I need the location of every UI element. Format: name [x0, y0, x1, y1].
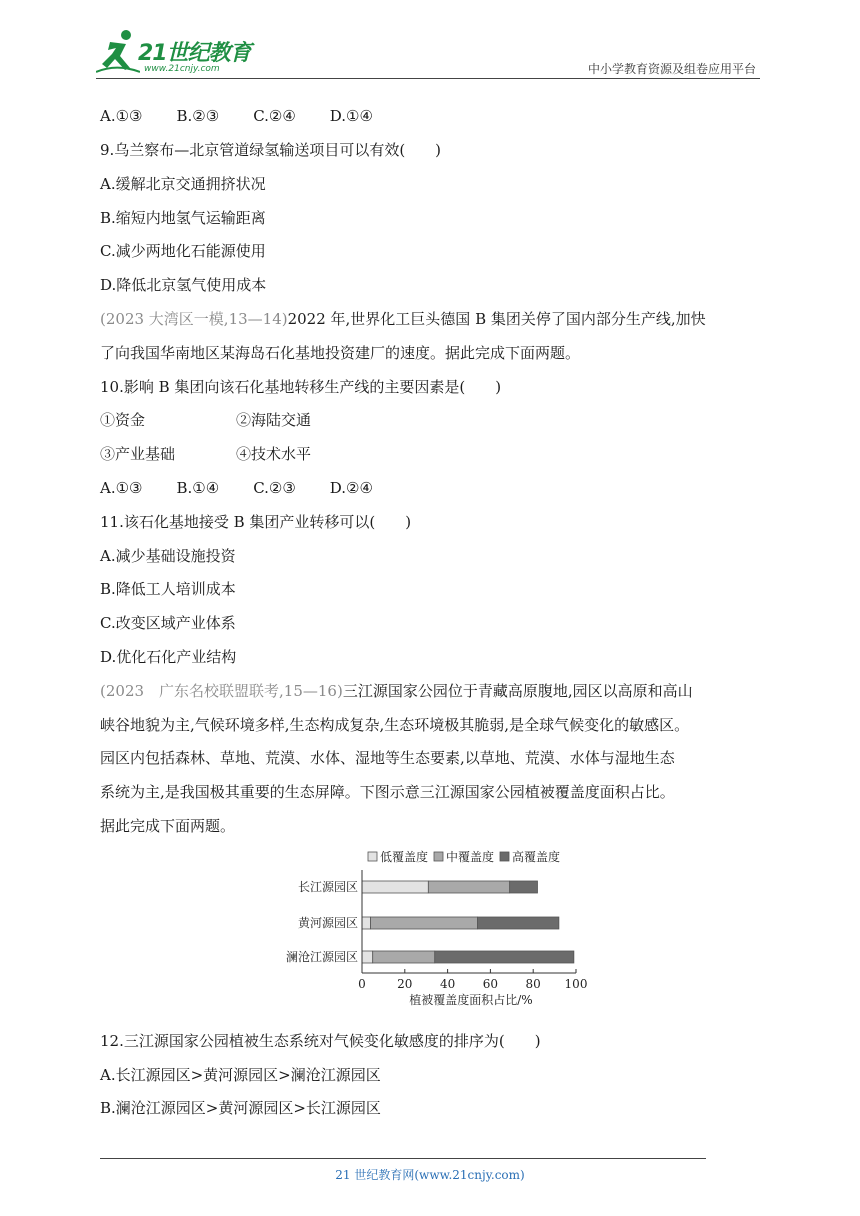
q10-item-1: ①资金 [100, 411, 146, 429]
q10-option-d: D.②④ [329, 479, 373, 497]
q12-option-b: B.澜沧江源园区>黄河源园区>长江源园区 [100, 1099, 381, 1117]
intro1-source: (2023 大湾区一模,13—14) [100, 310, 288, 328]
q10-items-row2 [100, 444, 311, 464]
x-axis-label: 植被覆盖度面积占比/% [409, 993, 533, 1007]
intro2-line3: 园区内包括森林、草地、荒漠、水体、湿地等生态要素,以草地、荒漠、水体与湿地生态 [100, 749, 675, 767]
bar-2-2 [435, 951, 574, 963]
legend-swatch-1 [434, 852, 443, 861]
q11-option-c: C.改变区域产业体系 [100, 614, 236, 632]
q10-item-2: ②海陆交通 [236, 411, 312, 429]
q9-stem: 9.乌兰察布—北京管道绿氢输送项目可以有效( ) [100, 141, 442, 159]
category-label-0: 长江源园区 [297, 880, 358, 894]
q8-option-a: A.①③ [100, 107, 143, 125]
bar-1-1 [371, 917, 478, 929]
intro1-line1 [100, 309, 706, 329]
intro2-line4: 系统为主,是我国极其重要的生态屏障。下图示意三江源国家公园植被覆盖度面积占比。 [100, 783, 675, 801]
q10-option-a: A.①③ [100, 479, 143, 497]
q9-option-b: B.缩短内地氢气运输距离 [100, 209, 266, 227]
bar-2-1 [373, 951, 435, 963]
intro1-line2: 了向我国华南地区某海岛石化基地投资建厂的速度。据此完成下面两题。 [100, 344, 581, 362]
q9-option-c: C.减少两地化石能源使用 [100, 242, 266, 260]
x-tick-label-0: 0 [358, 977, 366, 991]
logo-url: www.21cnjy.com [144, 64, 220, 74]
q10-item-3: ③产业基础 [100, 445, 176, 463]
bar-1-0 [362, 917, 371, 929]
q11-option-a: A.减少基础设施投资 [100, 547, 236, 565]
q10-options [100, 478, 373, 498]
intro2-line2: 峡谷地貌为主,气候环境多样,生态构成复杂,生态环境极其脆弱,是全球气候变化的敏感区。 [100, 716, 690, 734]
q11-option-b: B.降低工人培训成本 [100, 580, 236, 598]
bar-0-0 [362, 881, 428, 893]
runner-logo-icon [96, 28, 140, 74]
q10-option-c: C.②③ [253, 479, 296, 497]
q8-option-d: D.①④ [329, 107, 373, 125]
q9-option-d: D.降低北京氢气使用成本 [100, 276, 267, 294]
legend-label-0: 低覆盖度 [380, 850, 429, 864]
legend-label-1: 中覆盖度 [446, 850, 495, 864]
q12-stem: 12.三江源国家公园植被生态系统对气候变化敏感度的排序为( ) [100, 1032, 541, 1050]
q8-option-b: B.②③ [176, 107, 220, 125]
intro2-text1: 三江源国家公园位于青藏高原腹地,园区以高原和高山 [342, 682, 693, 700]
intro2-line1 [100, 681, 693, 701]
q10-option-b: B.①④ [176, 479, 220, 497]
legend-swatch-0 [368, 852, 377, 861]
page-footer: 21 世纪教育网(www.21cnjy.com) [335, 1168, 525, 1182]
q10-stem: 10.影响 B 集团向该石化基地转移生产线的主要因素是( ) [100, 378, 502, 396]
q8-option-c: C.②④ [253, 107, 296, 125]
x-tick-label-1: 20 [397, 977, 413, 991]
vegetation-coverage-chart [260, 840, 600, 1020]
chart-svg [260, 840, 600, 1020]
q11-option-d: D.优化石化产业结构 [100, 648, 237, 666]
logo [96, 28, 256, 76]
q8-options [100, 106, 373, 126]
header-divider [96, 78, 760, 79]
x-tick-label-4: 80 [525, 977, 541, 991]
x-tick-label-2: 40 [439, 977, 456, 991]
intro2-source: (2023 广东名校联盟联考,15—16) [100, 682, 343, 700]
x-tick-label-5: 100 [564, 977, 588, 991]
legend-swatch-2 [500, 852, 509, 861]
category-label-2: 澜沧江源园区 [285, 950, 358, 964]
page-header [96, 28, 760, 78]
category-label-1: 黄河源园区 [297, 916, 358, 930]
q12-option-a: A.长江源园区>黄河源园区>澜沧江源园区 [100, 1066, 381, 1084]
bar-2-0 [362, 951, 373, 963]
q11-stem: 11.该石化基地接受 B 集团产业转移可以( ) [100, 513, 412, 531]
legend-label-2: 高覆盖度 [512, 850, 561, 864]
bar-0-2 [510, 881, 538, 893]
bar-0-1 [428, 881, 509, 893]
q10-items-row1 [100, 410, 311, 430]
bar-1-2 [478, 917, 559, 929]
platform-name: 中小学教育资源及组卷应用平台 [587, 62, 756, 76]
q10-item-4: ④技术水平 [236, 445, 312, 463]
logo-text: 21世纪教育 [138, 41, 251, 66]
intro2-line5: 据此完成下面两题。 [100, 817, 236, 835]
intro1-text1: 2022 年,世界化工巨头德国 B 集团关停了国内部分生产线,加快 [287, 310, 706, 328]
x-tick-label-3: 60 [482, 977, 499, 991]
footer-divider [100, 1158, 706, 1159]
q9-option-a: A.缓解北京交通拥挤状况 [100, 175, 266, 193]
